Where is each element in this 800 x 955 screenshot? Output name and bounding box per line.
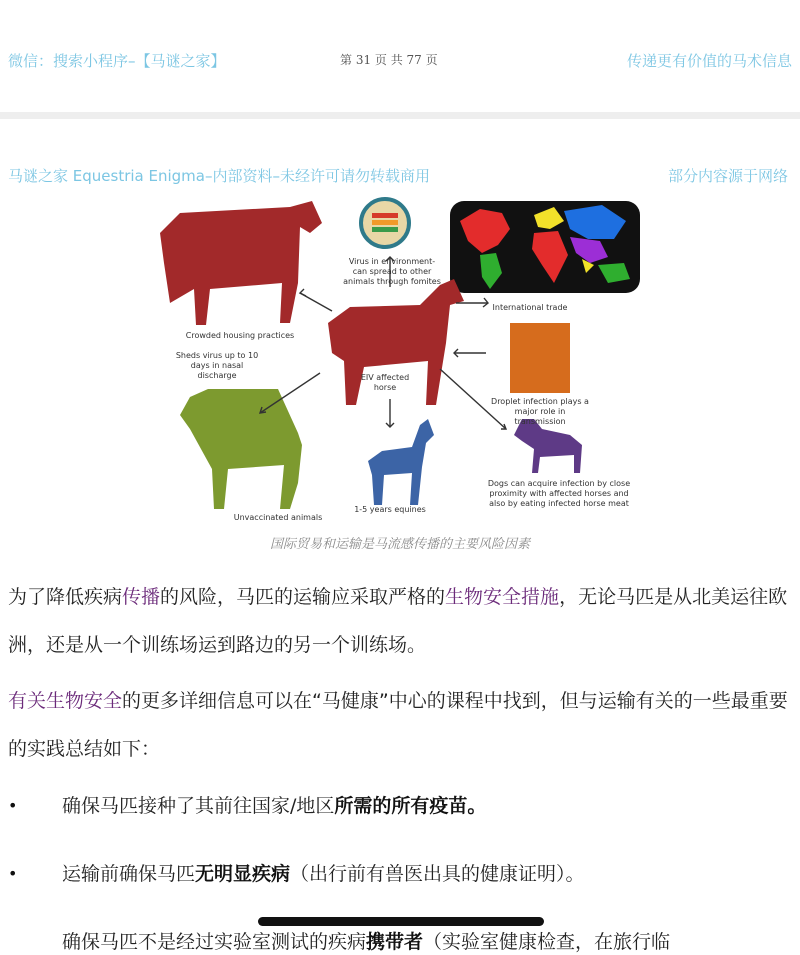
- label-young-equines: 1-5 years equines: [354, 505, 426, 514]
- document-watermark-right: 部分内容源于网络: [667, 167, 788, 185]
- dog-illustration: [514, 419, 582, 473]
- page-indicator: 第 31 页 共 77 页: [340, 53, 438, 67]
- link-about-biosecurity[interactable]: 有关生物安全: [8, 690, 123, 712]
- paragraph1-text-3: ，无论马匹是从北美运往欧洲，还是从一个训练场运到路边的另一个训练场。: [8, 586, 788, 656]
- document-watermark-left: 马谜之家 Equestria Enigma–内部资料–未经许可请勿转载商用: [8, 167, 430, 185]
- link-biosecurity-measures[interactable]: 生物安全措施: [445, 586, 560, 608]
- bullet-text-post: （实验室健康检查，在旅行临: [423, 931, 671, 953]
- header-wechat-promo: 微信：搜索小程序–【马谜之家】: [8, 52, 226, 70]
- home-indicator-bar[interactable]: [258, 917, 544, 926]
- bullet-text-bold: 无明显疾病: [195, 863, 291, 885]
- paragraph1-text-1: 为了降低疾病: [8, 586, 123, 608]
- young-equine-illustration: [368, 419, 434, 505]
- bullet-text-bold: 携带者: [366, 931, 424, 953]
- label-virus-environment: Virus in environment- can spread to other animals through fomites: [343, 257, 441, 286]
- label-international-trade: International trade: [492, 303, 568, 312]
- link-transmission[interactable]: 传播: [122, 586, 161, 608]
- label-dogs: Dogs can acquire infection by close proximity with affected horses and also by eating infected horse meat: [487, 479, 631, 508]
- bullet-text-pre: 确保马匹不是经过实验室测试的疾病: [62, 931, 367, 953]
- bullet-text: [62, 793, 486, 819]
- bullet-text-pre: 运输前确保马匹: [62, 863, 196, 885]
- paragraph2-text: 的更多详细信息可以在“马健康”中心的课程中找到，但与运输有关的一些最重要的实践总结如下：: [8, 690, 788, 760]
- label-sheds-virus: Sheds virus up to 10 days in nasal discharge: [175, 351, 259, 380]
- bullet-text: [62, 929, 670, 955]
- figure-caption: 国际贸易和运输是马流感传播的主要风险因素: [269, 537, 530, 552]
- bullet-text: [62, 861, 585, 887]
- bullet-text-bold: 所需的所有疫苗。: [334, 795, 487, 817]
- header-separator: [0, 112, 800, 119]
- label-droplet-infection: Droplet infection plays a major role in transmission: [491, 397, 589, 426]
- crowded-horses-illustration: [160, 201, 322, 325]
- bullet-text-post: （出行前有兽医出具的健康证明）。: [290, 863, 585, 885]
- droplet-infection-image: [510, 323, 570, 393]
- label-unvaccinated: Unvaccinated animals: [233, 513, 323, 522]
- bullet-marker: •: [8, 864, 18, 883]
- header-tagline: 传递更有价值的马术信息: [626, 52, 792, 70]
- paragraph-biosecurity-details: [8, 677, 793, 773]
- label-crowded-housing: Crowded housing practices: [185, 331, 295, 340]
- virus-icon-top: [361, 199, 409, 247]
- label-eiv-horse: EIV affected horse: [360, 373, 410, 392]
- paragraph1-text-2: 的风险，马匹的运输应采取严格的: [160, 586, 446, 608]
- unvaccinated-horse-illustration: [180, 389, 302, 509]
- eiv-transmission-figure: [150, 193, 650, 523]
- page-header: [0, 0, 800, 112]
- bullet-text-pre: 确保马匹接种了其前往国家/地区: [62, 795, 335, 817]
- world-map: [450, 201, 640, 293]
- bullet-marker: •: [8, 796, 18, 815]
- paragraph-biosecurity-transport: [8, 573, 793, 669]
